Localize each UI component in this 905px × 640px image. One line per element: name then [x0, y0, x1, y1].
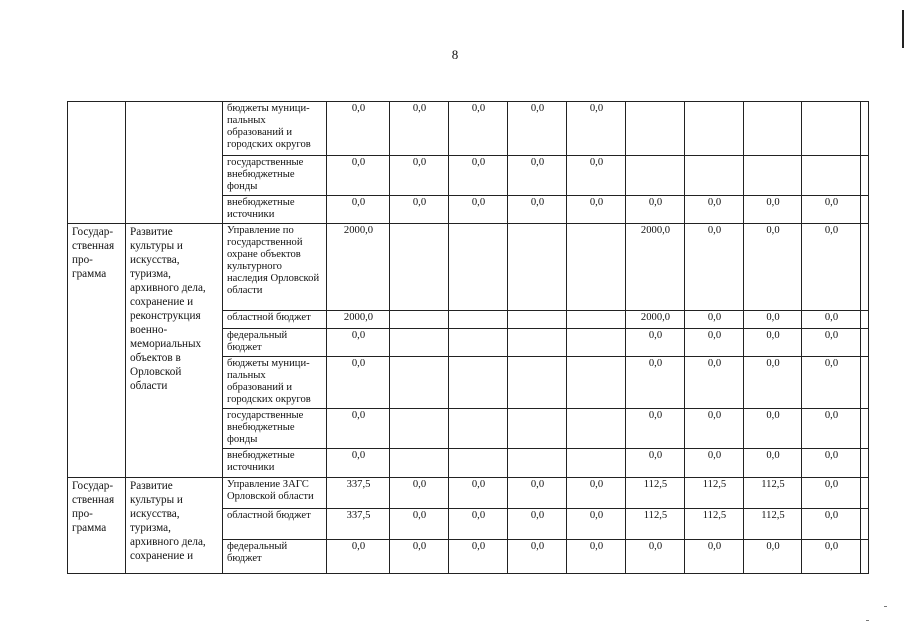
value-cell: [508, 224, 567, 311]
value-cell: 112,5: [685, 478, 744, 509]
value-cell: 2000,0: [327, 224, 390, 311]
value-cell: 112,5: [744, 478, 802, 509]
funding-source: внебюджетные источники: [223, 196, 327, 224]
value-cell: 0,0: [449, 540, 508, 574]
funding-source: Управление по государственной охране объектов культурного наследия Орловской области: [223, 224, 327, 311]
value-cell: 0,0: [567, 102, 626, 156]
funding-source: государственные внебюджетные фонды: [223, 156, 327, 196]
value-cell: [449, 357, 508, 409]
value-cell: [861, 224, 869, 311]
value-cell: 0,0: [744, 329, 802, 357]
funding-source: бюджеты муници-пальных образований и городских округов: [223, 357, 327, 409]
value-cell: [567, 311, 626, 329]
value-cell: [861, 196, 869, 224]
funding-source: областной бюджет: [223, 311, 327, 329]
value-cell: 0,0: [327, 102, 390, 156]
value-cell: 0,0: [802, 357, 861, 409]
scan-speck: [866, 620, 869, 621]
program-name: Развитие культуры и искусства, туризма, архивного дела, сохранение и реконструкция военно-мемориальных объектов в Орловской области: [126, 224, 223, 478]
table-row: [68, 102, 869, 156]
value-cell: [449, 409, 508, 449]
value-cell: 0,0: [802, 409, 861, 449]
value-cell: [626, 102, 685, 156]
funding-source: бюджеты муници-пальных образований и городских округов: [223, 102, 327, 156]
value-cell: 0,0: [626, 449, 685, 478]
value-cell: 0,0: [802, 540, 861, 574]
value-cell: 0,0: [802, 509, 861, 540]
value-cell: [567, 409, 626, 449]
scan-edge-line: [902, 10, 904, 48]
value-cell: 0,0: [449, 478, 508, 509]
program-name-cell: [126, 102, 223, 224]
value-cell: 0,0: [802, 478, 861, 509]
value-cell: [685, 102, 744, 156]
value-cell: [861, 478, 869, 509]
value-cell: 0,0: [327, 329, 390, 357]
value-cell: 0,0: [327, 156, 390, 196]
value-cell: 0,0: [802, 311, 861, 329]
value-cell: [390, 449, 449, 478]
funding-source: областной бюджет: [223, 509, 327, 540]
value-cell: 112,5: [744, 509, 802, 540]
value-cell: [802, 156, 861, 196]
value-cell: 112,5: [685, 509, 744, 540]
value-cell: 0,0: [802, 449, 861, 478]
value-cell: [449, 311, 508, 329]
value-cell: [449, 224, 508, 311]
value-cell: 112,5: [626, 478, 685, 509]
funding-source: федеральный бюджет: [223, 329, 327, 357]
value-cell: [861, 409, 869, 449]
value-cell: [567, 329, 626, 357]
value-cell: [567, 224, 626, 311]
value-cell: 0,0: [567, 156, 626, 196]
value-cell: [626, 156, 685, 196]
table-row: [68, 478, 869, 509]
value-cell: 0,0: [802, 329, 861, 357]
value-cell: 0,0: [508, 102, 567, 156]
funding-source: Управление ЗАГС Орловской области: [223, 478, 327, 509]
value-cell: 0,0: [508, 540, 567, 574]
value-cell: [861, 329, 869, 357]
value-cell: [744, 102, 802, 156]
value-cell: 0,0: [626, 196, 685, 224]
value-cell: 0,0: [567, 509, 626, 540]
value-cell: 0,0: [508, 509, 567, 540]
value-cell: 0,0: [626, 540, 685, 574]
value-cell: 0,0: [626, 329, 685, 357]
value-cell: [861, 357, 869, 409]
value-cell: [390, 357, 449, 409]
value-cell: 112,5: [626, 509, 685, 540]
funding-source: государственные внебюджетные фонды: [223, 409, 327, 449]
value-cell: 0,0: [685, 449, 744, 478]
value-cell: 0,0: [744, 409, 802, 449]
value-cell: 0,0: [508, 478, 567, 509]
scan-speck: [884, 606, 887, 607]
value-cell: 0,0: [567, 196, 626, 224]
value-cell: [861, 540, 869, 574]
value-cell: 0,0: [449, 156, 508, 196]
value-cell: 0,0: [685, 311, 744, 329]
table-row: [68, 224, 869, 311]
value-cell: 0,0: [744, 540, 802, 574]
value-cell: [861, 102, 869, 156]
value-cell: 2000,0: [626, 311, 685, 329]
value-cell: 2000,0: [626, 224, 685, 311]
value-cell: 0,0: [390, 509, 449, 540]
value-cell: 0,0: [802, 196, 861, 224]
value-cell: [802, 102, 861, 156]
value-cell: [567, 357, 626, 409]
value-cell: 0,0: [449, 509, 508, 540]
value-cell: [508, 357, 567, 409]
program-name: Развитие культуры и искусства, туризма, архивного дела, сохранение и: [126, 478, 223, 574]
funding-source: федеральный бюджет: [223, 540, 327, 574]
budget-table: [67, 101, 869, 574]
value-cell: 0,0: [685, 409, 744, 449]
value-cell: 0,0: [626, 357, 685, 409]
value-cell: [744, 156, 802, 196]
value-cell: [861, 311, 869, 329]
value-cell: 0,0: [390, 478, 449, 509]
value-cell: 0,0: [685, 357, 744, 409]
value-cell: [449, 449, 508, 478]
value-cell: [390, 311, 449, 329]
value-cell: 0,0: [744, 196, 802, 224]
value-cell: 0,0: [327, 409, 390, 449]
value-cell: [508, 311, 567, 329]
value-cell: 0,0: [685, 329, 744, 357]
value-cell: 0,0: [744, 224, 802, 311]
value-cell: 0,0: [390, 196, 449, 224]
value-cell: 337,5: [327, 509, 390, 540]
value-cell: [449, 329, 508, 357]
value-cell: 0,0: [685, 224, 744, 311]
value-cell: 0,0: [626, 409, 685, 449]
value-cell: 0,0: [567, 540, 626, 574]
value-cell: 0,0: [327, 196, 390, 224]
value-cell: [567, 449, 626, 478]
program-status: Государ-ственная про-грамма: [68, 224, 126, 478]
value-cell: 0,0: [567, 478, 626, 509]
value-cell: [861, 156, 869, 196]
value-cell: [508, 409, 567, 449]
value-cell: 0,0: [744, 449, 802, 478]
value-cell: 337,5: [327, 478, 390, 509]
value-cell: 0,0: [685, 196, 744, 224]
page-number: 8: [451, 47, 459, 62]
value-cell: [390, 409, 449, 449]
value-cell: 0,0: [508, 196, 567, 224]
value-cell: 0,0: [327, 540, 390, 574]
value-cell: [390, 329, 449, 357]
value-cell: 0,0: [744, 357, 802, 409]
status-cell: [68, 102, 126, 224]
value-cell: 0,0: [390, 156, 449, 196]
value-cell: [685, 156, 744, 196]
value-cell: 0,0: [449, 196, 508, 224]
value-cell: 0,0: [390, 540, 449, 574]
value-cell: [508, 329, 567, 357]
value-cell: 0,0: [802, 224, 861, 311]
value-cell: 0,0: [744, 311, 802, 329]
funding-source: внебюджетные источники: [223, 449, 327, 478]
value-cell: [508, 449, 567, 478]
program-status: Государ-ственная про-грамма: [68, 478, 126, 574]
value-cell: 0,0: [449, 102, 508, 156]
value-cell: [390, 224, 449, 311]
value-cell: [861, 449, 869, 478]
value-cell: 0,0: [508, 156, 567, 196]
value-cell: 0,0: [390, 102, 449, 156]
value-cell: 0,0: [327, 449, 390, 478]
value-cell: 0,0: [327, 357, 390, 409]
value-cell: 2000,0: [327, 311, 390, 329]
value-cell: [861, 509, 869, 540]
value-cell: 0,0: [685, 540, 744, 574]
